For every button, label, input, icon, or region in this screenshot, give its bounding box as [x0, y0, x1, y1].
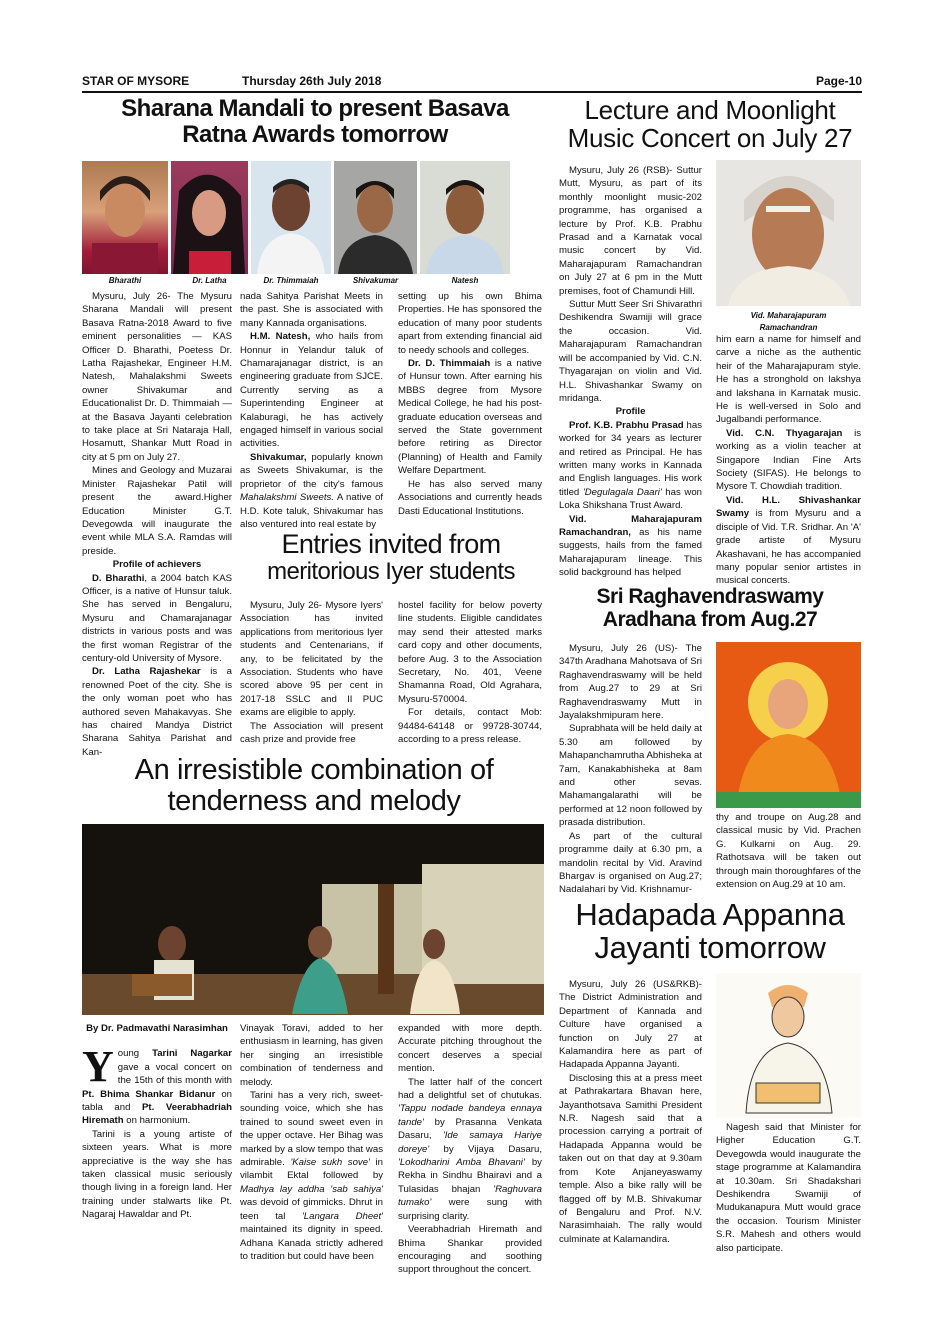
lecture-para: Mysuru, July 26 (RSB)- Suttur Mutt, Mysuru, as part of its monthly moonlight music-202 programme, has organised a lecture by Prof. K.B. Prabhu Prasad and a Karnatak vocal music concert by Vid. Maharajapuram Ramachandran on July 27 at 6 pm in the Mutt premises, foot of Chamundi Hill. — [559, 165, 702, 297]
lecture-para: Vid. C.N. Thyagarajan is working as a violin teacher at Singapore Indian Fine Arts Society (SIFAS). He belongs to Mysore T. Chowdiah tradition. — [716, 427, 861, 493]
sharana-name: Dr. Latha Rajashekar — [92, 666, 201, 678]
masthead — [82, 74, 862, 90]
sharana-para: Mysuru, July 26- The Mysuru Sharana Mandali will present Basava Ratna-2018 Award to five eminent personalities — KAS Officer D. Bharathi, Poetess Dr. Latha Rajashekar, Engineer H.M. Natesh, Mahalakshmi Sweets owner Shivakumar and Educationalist Dr. D. Thimmaiah — at the Basava Jayanti celebration to take place at Sri Nataraja Hall, Hosamutt, Shankar Mutt Road in city at 5 pm on July 27. — [82, 291, 232, 463]
sharana-headline — [80, 96, 550, 148]
sharana-para: H.M. Natesh, who hails from Honnur in Yelandur taluk of Chamarajanagar district, is an engineering graduate from SJCE. Currently serving as a Superintending Engineer at Kalaburagi, he has actively engaged himself in various social activities. — [240, 331, 384, 450]
caption-latha: Dr. Latha — [192, 276, 227, 285]
concert-para: The latter half of the concert had a delightful set of chutukas. 'Tappu nodade bandeya ennaya tande' by Prasanna Venkata Dasaru, 'Ide samaya Hariye doreye' by Vijaya Dasaru, 'Lokodharini Amba Bhavani' by Rekha in Sindhu Bhairavi and a Tulasidas bhajan 'Raghuvara tumako' were sung with surprising clarity. — [398, 1076, 542, 1222]
concert-para: Young Tarini Nagarkar gave a vocal concert on the 15th of this month with Pt. Bhima Shankar Bidanur on tabla and Pt. Veerabhadriah Hiremath on harmonium. — [82, 1042, 232, 1127]
portrait-thimmaiah — [251, 161, 331, 274]
concert-para: expanded with more depth. Accurate pitching throughout the concert deserves a special mention. — [398, 1023, 542, 1075]
caption-natesh: Natesh — [451, 276, 479, 285]
lecture-para: him earn a name for himself and carve a niche as the authentic heir of the Maharajapuram style. He has a stronghold on lakshya and lakshana in Karnatak music. He is well-versed in Solo and Jugalbandi performance. — [716, 334, 861, 426]
hadapada-headline — [556, 898, 864, 965]
concert-col-1 — [82, 1022, 232, 1222]
caption-thimmaiah: Dr. Thimmaiah — [263, 276, 319, 285]
sharana-para: nada Sahitya Parishat Meets in the past. She is associated with many Kannada organisations. — [240, 291, 383, 329]
appanna-illustration — [716, 973, 861, 1118]
entries-title-2: meritorious Iyer students — [267, 558, 515, 586]
caption-bharathi: Bharathi — [108, 276, 142, 285]
dropcap-letter: Y — [82, 1042, 114, 1092]
concert-headline — [80, 755, 548, 818]
portrait-latha — [171, 161, 248, 274]
entries-col-1 — [240, 599, 383, 746]
lecture-para: Vid. Maharajapuram Ramachandran, as his name suggests, hails from the famed Maharajapuram lineage. This solid background has helped — [559, 513, 702, 579]
masthead-rule — [82, 91, 862, 93]
concert-para: Tarini is a young artiste of sixteen years. What is more appreciative is the way she has taken classical music seriously though living in a foreign land. Her training under stalwarts like Pt. Nagaraj Hawaldar and Pt. — [82, 1128, 232, 1221]
lecture-subhead: Profile — [615, 406, 646, 418]
portrait-shivakumar-figure — [334, 161, 417, 274]
raghavendra-title-1: Sri Raghavendraswamy — [596, 585, 824, 608]
sharana-name: H.M. Natesh, — [250, 331, 311, 343]
raghavendra-para: As part of the cultural programme daily at 6.30 pm, a mandolin recital by Vid. Aravind Bhargav is organised on Aug.27; Nadalahari by Vid. Krishnamur- — [559, 830, 702, 896]
concert-title-1: An irresistible combination of — [134, 754, 494, 786]
sharana-col-3 — [398, 290, 542, 518]
sharana-para: Mines and Geology and Muzarai Minister Rajashekar Patil will present the award.Higher Education Minister G.T. Devegowda will inaugurate the event while MLA S.A. Ramdas will preside. — [82, 465, 232, 557]
sharana-para: Dr. D. Thimmaiah is a native of Hunsur town. After earning his MBBS degree from Mysore Medical College, he had his post-graduate education overseas and served the State government before retiring as Director (Planning) of Health and Family Welfare Department. — [398, 358, 542, 477]
hadapada-title-2: Jayanti tomorrow — [594, 930, 826, 966]
concert-para: Tarini has a very rich, sweet-sounding voice, which she has trained to sound sweet even in the upper octave. Her Bihag was marked by a slow tempo that was admirable. 'Kaise sukh sove' in vilambit Ektal followed by Madhya lay addha 'sab sahiya' was devoid of gimmicks. Dhrut in teen tal 'Langara Dheet' maintained its dignity in speed. Adhana Kanada strictly adhered to tradition but could have been — [240, 1090, 383, 1262]
ramachandran-caption: Vid. Maharajapuram Ramachandran — [750, 311, 827, 332]
concert-para: Veerabhadriah Hiremath and Bhima Shankar provided encouraging and soothing support throughout the concert. — [398, 1224, 542, 1276]
sharana-name: Shivakumar, — [250, 451, 307, 463]
sharana-name: D. Bharathi — [92, 572, 145, 584]
sharana-para: He has also served many Associations and currently heads Dasti Educational Institutions. — [398, 478, 542, 517]
lecture-para: Prof. K.B. Prabhu Prasad has worked for 34 years as lecturer and retired as Principal. He has written many works in Kannada and English languages. His work titled 'Degulagala Daari' has won Loka Shikshana Trust Award. — [559, 419, 702, 512]
lecture-title-1: Lecture and Moonlight — [584, 95, 836, 125]
concert-col-2 — [240, 1022, 383, 1263]
sharana-col-2 — [240, 290, 383, 531]
sharana-para: Dr. Latha Rajashekar is a renowned Poet of the city. She is the only woman poet who has authored seven Mahakavyas. She has chaired Mandya District Sharana Sahitya Parishat and Kan- — [82, 666, 232, 758]
hadapada-para: Mysuru, July 26 (US&RKB)- The District Administration and Department of Kannada and Culture have organised a function on July 27 at Kalamandira here as part of Hadapada Appanna Jayanti. — [559, 979, 702, 1071]
portrait-bharathi — [82, 161, 168, 274]
raghavendra-para: Mysuru, July 26 (US)- The 347th Aradhana Mahotsava of Sri Raghavendraswamy will be held from Aug.27 to 29 at Sri Raghavendraswamy Mutt in Jayalakshmipuram here. — [559, 643, 702, 722]
hadapada-para: Disclosing this at a press meet at Pathrakartara Bhavan here, Jayanthotsava Samithi President N.R. Nagesh said that a procession carrying a portrait of Hadapada Appanna would be taken out on that day at 9.30am from Kote Anjaneyaswamy temple. Also a bike rally will be flagged off by M.B. Shivakumar of Bengaluru and Prof. N.V. Narasimhaiah. The rally would culminate at Kalamandira. — [559, 1072, 702, 1245]
entries-headline — [238, 530, 544, 585]
concert-stage-scene — [82, 824, 544, 1015]
concert-photo — [82, 824, 544, 1015]
hadapada-para: Nagesh said that Minister for Higher Education G.T. Devegowda would inaugurate the stage programme at Kalamandira at 10.30am. Sri Shadakshari Deshikendra Swamiji of Mudukanapura Mutt would grace the occasion. Tourism Minister S.R. Mahesh and others would also participate. — [716, 1122, 861, 1254]
ramachandran-photo — [716, 160, 861, 306]
lecture-para: Vid. H.L. Shivashankar Swamy is from Mysuru and a disciple of Vid. T.R. Sridhar. An 'A' grade artiste of Mysuru Akashavani, he has accompanied many popular senior artistes in musical concerts. — [716, 494, 861, 587]
caption-shivakumar: Shivakumar — [352, 276, 399, 285]
portrait-latha-figure — [171, 161, 248, 274]
hadapada-col-1 — [559, 978, 702, 1246]
sharana-para: Shivakumar, popularly known as Sweets Shivakumar, is the proprietor of the city's famous Mahalakshmi Sweets. A native of H.D. Kote taluk, Shivakumar has also ventured into real estate by — [240, 451, 383, 530]
raghavendra-para: Suprabhata will be held daily at 5.30 am followed by Mahapanchamrutha Abhisheka at 7am, Kanakabhisheka at 8am and other sevas. Mahamangalarathi will be performed at 12 noon followed by prasada distribution. — [559, 723, 702, 829]
concert-byline: By Dr. Padmavathi Narasimhan — [86, 1023, 228, 1034]
hadapada-title-1: Hadapada Appanna — [575, 897, 845, 932]
entries-para: Mysuru, July 26- Mysore Iyers' Association has invited applications from meritorious Iyer students and Centenarians, if any, to be felicitated by the Association. Students who have scored above 95 per cent in 2017-18 SSLC and II PUC exams are eligible to apply. — [240, 600, 383, 719]
concert-col-3 — [398, 1022, 542, 1277]
lecture-para: Suttur Mutt Seer Sri Shivarathri Deshikendra Swamiji will grace the occasion. Vid. Maharajapuram Ramachandran will be accompanied by Vid. C.N. Thyagarajan on violin and Vid. H.L. Shivashankar Swamy on mridanga. — [559, 299, 702, 404]
lecture-col-2 — [716, 333, 861, 588]
portrait-thimmaiah-figure — [251, 161, 331, 274]
raghavendra-col-1 — [559, 642, 702, 897]
entries-col-2 — [398, 599, 542, 746]
portrait-shivakumar — [334, 161, 417, 274]
lecture-headline — [556, 96, 864, 152]
paper-name: STAR OF MYSORE — [82, 74, 190, 88]
sharana-name: Dr. D. Thimmaiah — [408, 358, 491, 370]
concert-title-2: tenderness and melody — [167, 785, 461, 818]
raghavendra-col-2 — [716, 811, 861, 891]
issue-date: Thursday 26th July 2018 — [242, 74, 382, 88]
portrait-natesh-figure — [420, 161, 510, 274]
sharana-subhead: Profile of achievers — [112, 559, 202, 571]
lecture-col-1 — [559, 164, 702, 580]
raghavendra-headline — [556, 586, 864, 631]
ramachandran-figure — [716, 160, 861, 306]
entries-title-1: Entries invited from — [281, 529, 501, 559]
portrait-bharathi-figure — [82, 161, 168, 274]
concert-para: Vinayak Toravi, added to her enthusiasm in learning, has given her singing an irresistible combination of tenderness and melody. — [240, 1023, 383, 1088]
portrait-natesh — [420, 161, 510, 274]
sharana-col-1 — [82, 290, 232, 759]
entries-para: hostel facility for below poverty line students. Eligible candidates may send their attested marks card copy and other documents, before Aug. 3 to the Association Secretary, No. 401, Veene Shamanna Road, Old Agrahara, Mysuru-570004. — [398, 600, 542, 705]
entries-para: The Association will present cash prize and provide free — [240, 720, 383, 746]
lecture-title-2: Music Concert on July 27 — [567, 123, 853, 154]
hadapada-col-2 — [716, 1121, 861, 1255]
sharana-para: setting up his own Bhima Properties. He has sponsored the education of many poor students apart from extending financial aid to needy schools and colleges. — [398, 291, 542, 356]
entries-para: For details, contact Mob: 94484-64148 or 99728-30744, according to a press release. — [398, 707, 542, 746]
sharana-title-2: Ratna Awards tomorrow — [182, 120, 448, 148]
raghavendra-figure — [716, 642, 861, 808]
raghavendra-para: thy and troupe on Aug.28 and classical music by Vid. Prachen G. Kulkarni on Aug. 29. Rathotsava will be taken out through main thoroughfares of the extension on Aug.29 at 10 am. — [716, 812, 861, 891]
page-number: Page-10 — [815, 74, 862, 88]
sharana-title-1: Sharana Mandali to present Basava — [121, 95, 509, 122]
sharana-para: D. Bharathi, a 2004 batch KAS Officer, is a native of Hunsur taluk. She has served in Bengaluru, Mysuru and Chamarajanagar districts in various posts and was the first woman Registrar of the century-old University of Mysore. — [82, 572, 232, 664]
appanna-figure — [716, 973, 861, 1118]
raghavendra-title-2: Aradhana from Aug.27 — [602, 607, 818, 631]
raghavendra-photo — [716, 642, 861, 808]
